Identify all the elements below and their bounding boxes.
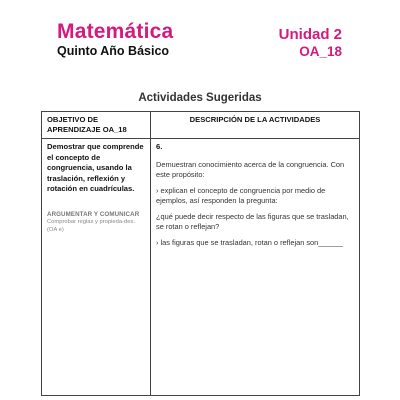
activity-paragraph: Demuestran conocimiento acerca de la congruencia. Con este propósito: bbox=[156, 160, 345, 179]
grade-label: Quinto Año Básico bbox=[57, 44, 170, 58]
subject-title: Matemática bbox=[57, 20, 174, 43]
table-header-row bbox=[42, 112, 360, 139]
activity-number: 6. bbox=[156, 142, 163, 151]
skill-description: Comprobar reglas y propieda-des. (OA e) bbox=[47, 218, 135, 233]
section-title: Actividades Sugeridas bbox=[138, 92, 262, 104]
activity-paragraph: › explican el concepto de congruencia por medio de ejemplos, así responden la pregunta: bbox=[156, 186, 326, 205]
objective-column-header: OBJETIVO DE APRENDIZAJE OA_18 bbox=[42, 112, 151, 139]
activity-paragraph: › las figuras que se trasladan, rotan o reflejan son______ bbox=[156, 238, 343, 247]
oa-code-label: OA_18 bbox=[299, 44, 342, 59]
table-row bbox=[42, 139, 360, 396]
activities-table bbox=[41, 111, 360, 396]
objective-text: Demostrar que comprende el concepto de congruencia, usando la traslación, reflexión y rotación en cuadrículas. bbox=[47, 142, 144, 193]
unit-label: Unidad 2 bbox=[278, 26, 342, 43]
activity-paragraph: ¿qué puede decir respecto de las figuras que se trasladan, se rotan o reflejan? bbox=[156, 212, 349, 231]
activity-cell bbox=[151, 139, 360, 396]
description-column-header: DESCRIPCIÓN DE LA ACTIVIDADES bbox=[151, 112, 360, 139]
objective-cell bbox=[42, 139, 151, 396]
skill-title: ARGUMENTAR Y COMUNICAR bbox=[47, 210, 140, 218]
